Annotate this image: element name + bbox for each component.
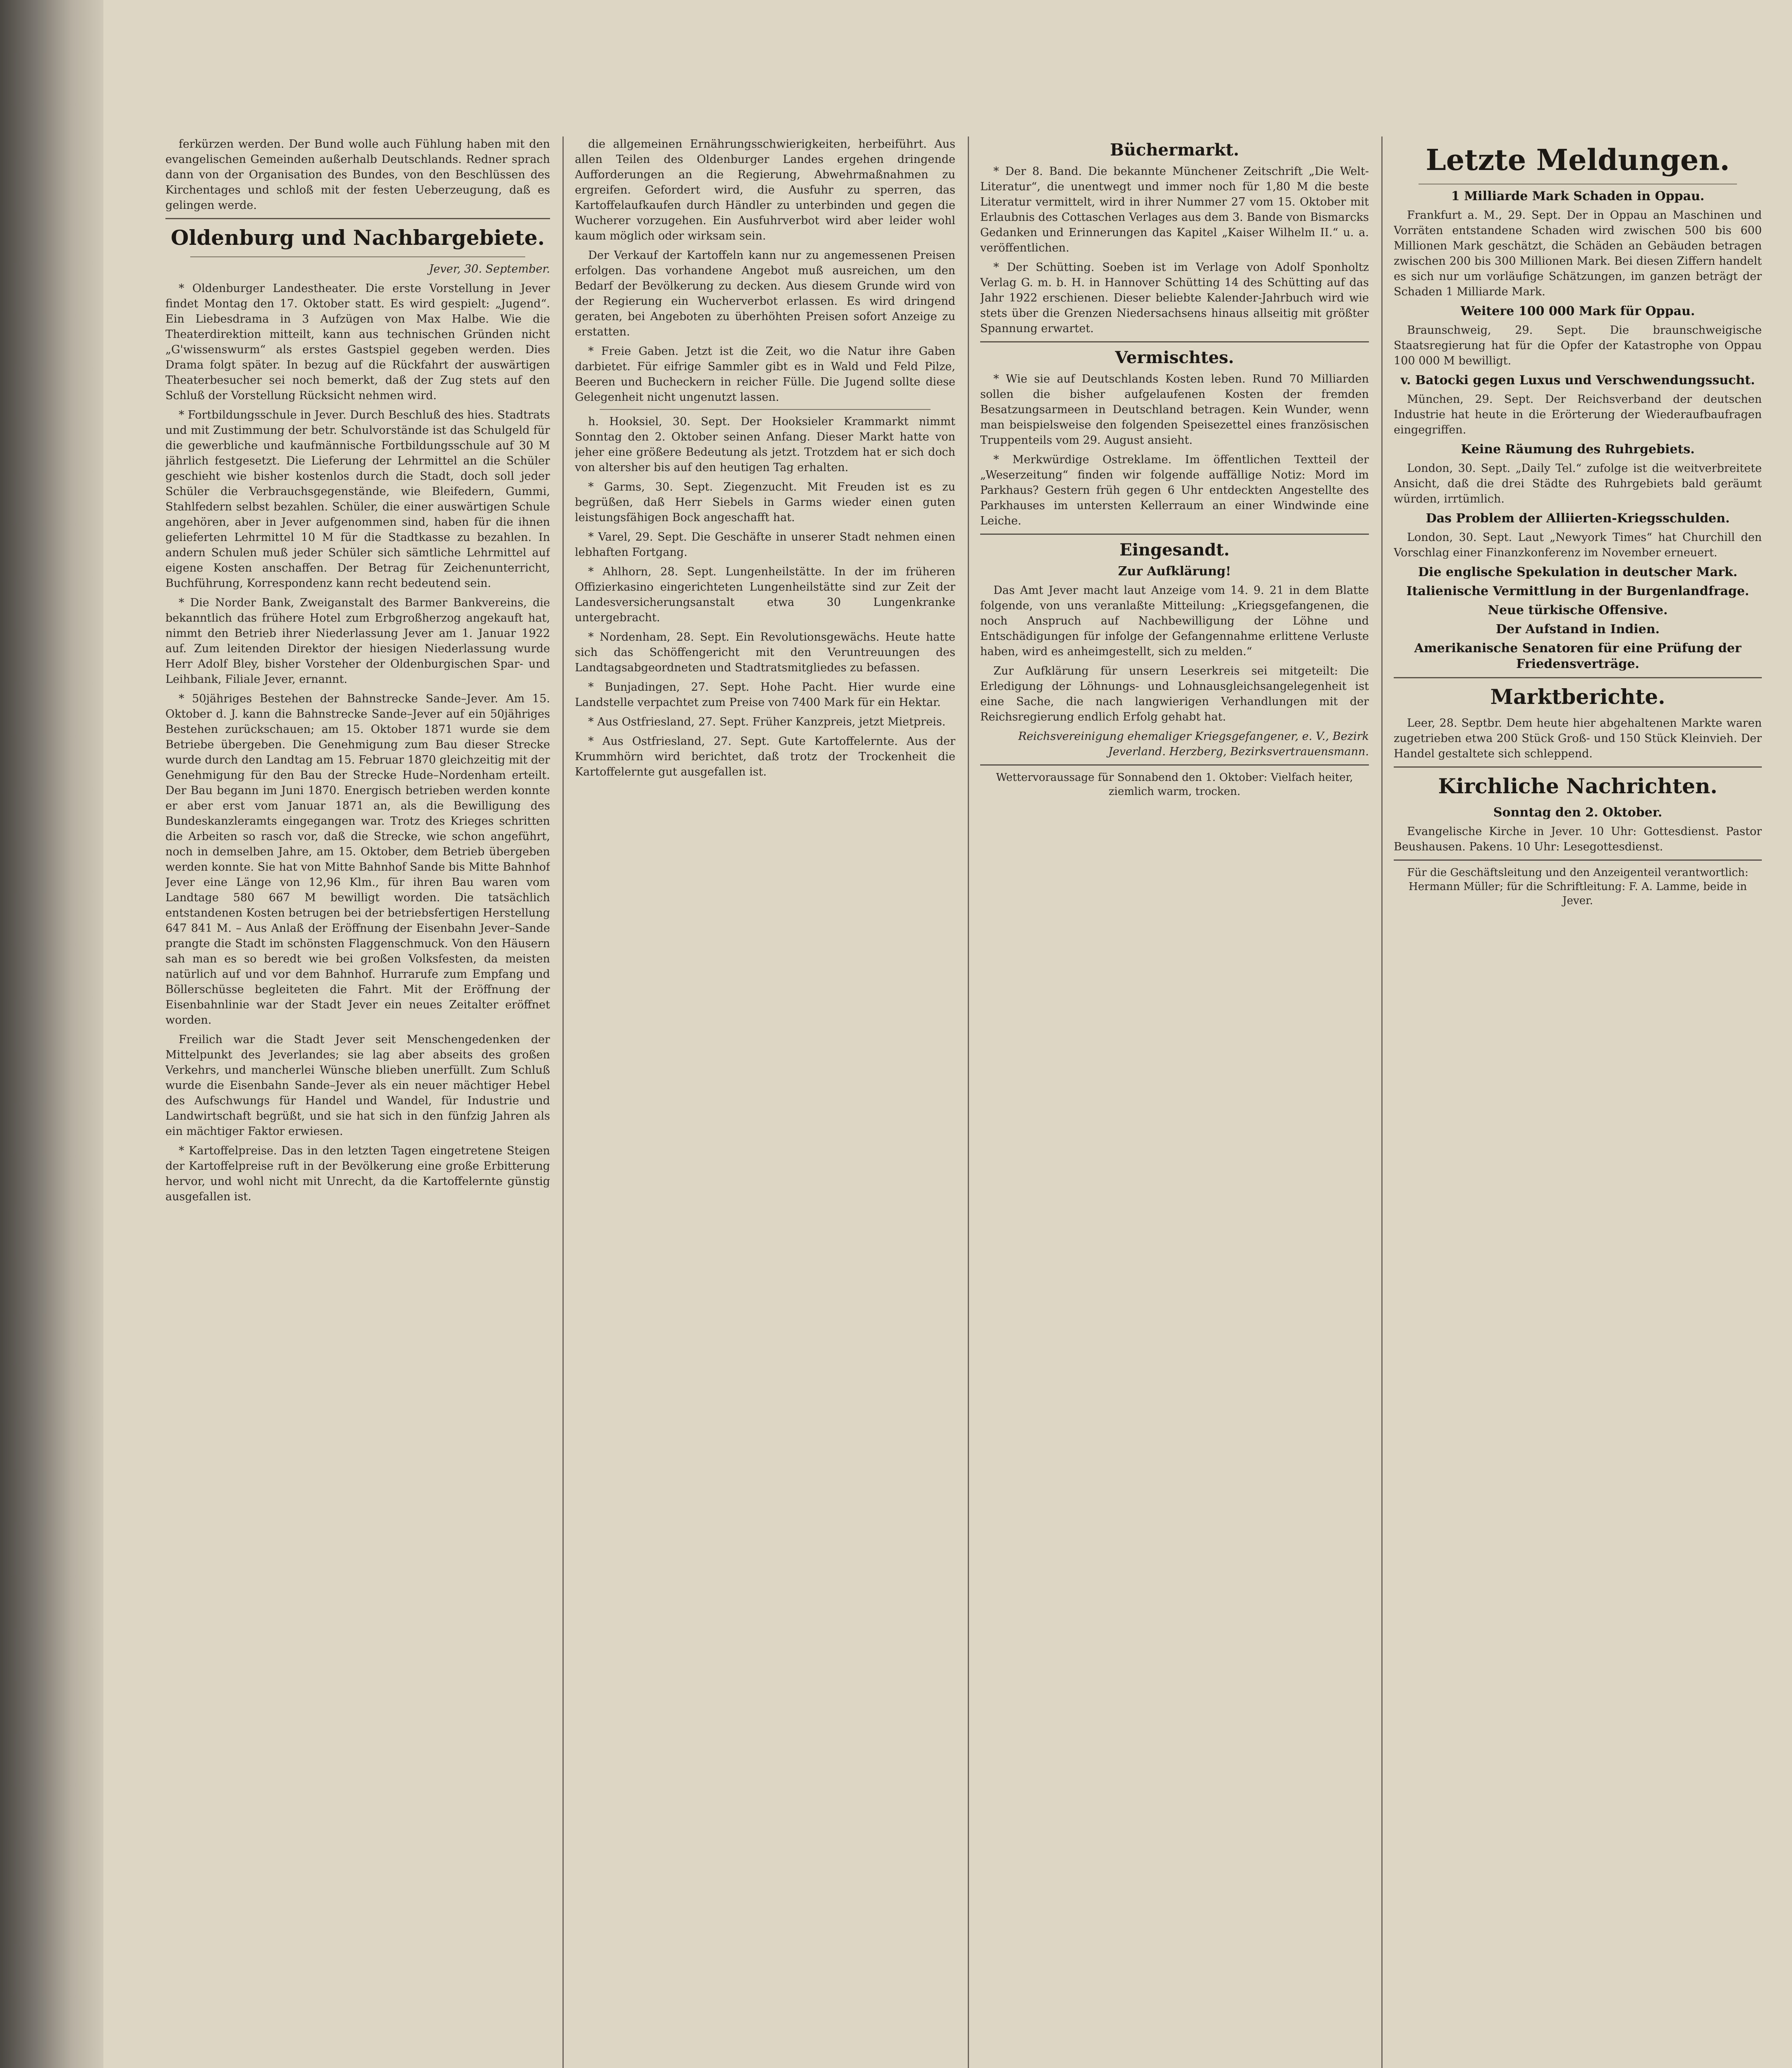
article: * Merkwürdige Ostreklame. Im öffentlichen Textteil der „Weserzeitung“ finden wir folgende auffällige Notiz: Mord im Parkhaus? Gestern früh gegen 6 Uhr entdeckten Angestellte des Parkhauses im untersten Kellerraum an einer Windwinde eine Leiche.: [980, 453, 1369, 527]
section-title-books: Büchermarkt.: [1110, 140, 1239, 160]
article: * Der 8. Band. Die bekannte Münchener Zeitschrift „Die Welt-Literatur“, die unentwegt und immer noch für 1,80 M die beste Literatur vermittelt, wird in ihrer Nummer 27 vom 15. Oktober mit Erlaubnis des Cottaschen Verlages aus dem 3. Bande von Bismarcks Gedanken und Erinnerungen das Kapitel „Kaiser Wilhelm II.“ u. a. veröffentlichen.: [980, 165, 1369, 254]
article: Das Amt Jever macht laut Anzeige vom 14. 9. 21 in dem Blatte folgende, von uns veranlaßte Mitteilung: „Kriegsgefangenen, die noch Anspruch auf Nachbewilligung der Löhne und Entschädigungen für infolge der Gefangennahme erlittene Verluste haben, wird es anheimgestellt, sich zu melden.“: [980, 584, 1369, 658]
news-headline: Weitere 100 000 Mark für Oppau.: [1460, 304, 1695, 318]
column-2: [575, 136, 955, 2068]
article: Der Verkauf der Kartoffeln kann nur zu angemessenen Preisen erfolgen. Das vorhandene Angebot muß ausreichen, um den Bedarf der Bevölkerung zu decken. Aus diesem Grunde wird von der Regierung ein Wucherverbot erlassen. Es wird dringend geraten, bei Angeboten zu überhöhten Preisen sofort Anzeige zu erstatten.: [575, 249, 955, 338]
article: * Wie sie auf Deutschlands Kosten leben. Rund 70 Milliarden sollen die bisher aufgelaufenen Kosten der fremden Besatzungsarmeen in Deutschland betragen. Kein Wunder, wenn man beispielsweise den folgenden Speisezettel eines französischen Truppenteils vom 29. August ansieht.: [980, 373, 1369, 447]
divider: [1394, 677, 1762, 678]
article: * Aus Ostfriesland, 27. Sept. Gute Kartoffelernte. Aus der Krummhörn wird berichtet, daß trotz der Trockenheit die Kartoffelernte gut ausgefallen ist.: [575, 735, 955, 778]
article: * Oldenburger Landestheater. Die erste Vorstellung in Jever findet Montag den 17. Oktober statt. Es wird gespielt: „Jugend“. Ein Liebesdrama in 3 Aufzügen von Max Halbe. Wie die Theaterdirektion mitteilt, kann aus technischen Gründen nicht „G'wissenswurm“ als erstes Gastspiel gegeben werden. Dies Drama folgt später. In bezug auf die Rückfahrt der auswärtigen Theaterbesucher sei noch bemerkt, daß der Zug stets auf den Schluß der Vorstellung Rücksicht nehmen wird.: [165, 282, 550, 402]
news-headline: Amerikanische Senatoren für eine Prüfung der Friedensverträge.: [1414, 641, 1742, 671]
column-rule: [1381, 136, 1383, 2068]
article: * Freie Gaben. Jetzt ist die Zeit, wo die Natur ihre Gaben darbietet. Für eifrige Sammler gibt es in Wald und Feld Pilze, Beeren und Bucheckern in reicher Fülle. Die Jugend sollte diese Gelegenheit nicht ungenutzt lassen.: [575, 345, 955, 404]
news-item: London, 30. Sept. Laut „Newyork Times“ hat Churchill den Vorschlag einer Finanzkonferenz im November erneuert.: [1394, 531, 1762, 559]
article: * Nordenham, 28. Sept. Ein Revolutionsgewächs. Heute hatte sich das Schöffengericht mit den Veruntreuungen des Landtagsabgeordneten und Stadtratsmitgliedes zu befassen.: [575, 631, 955, 674]
news-headline: Das Problem der Alliierten-Kriegsschulden.: [1426, 511, 1730, 526]
divider: [190, 256, 525, 257]
dateline: Jever, 30. September.: [429, 263, 550, 275]
article: * Die Norder Bank, Zweiganstalt des Barmer Bankvereins, die bekanntlich das frühere Hotel zum Erbgroßherzog angekauft hat, nimmt den Betrieb ihrer Niederlassung Jever am 1. Januar 1922 auf. Zum leitenden Direktor der hiesigen Niederlassung wurde Herr Adolf Bley, bisher Vorsteher der Oldenburgischen Spar- und Leihbank, Filiale Jever, ernannt.: [165, 596, 550, 686]
page-sheet: [165, 136, 1762, 2068]
article: * Varel, 29. Sept. Die Geschäfte in unserer Stadt nehmen einen lebhaften Fortgang.: [575, 531, 955, 559]
church-date: Sonntag den 2. Oktober.: [1493, 805, 1663, 820]
divider: [600, 409, 931, 410]
imprint: Für die Geschäftsleitung und den Anzeigenteil verantwortlich: Hermann Müller; für die Schriftleitung: F. A. Lamme, beide in Jever.: [1407, 866, 1749, 907]
intro-text: ferkürzen werden. Der Bund wolle auch Fühlung haben mit den evangelischen Gemeinden außerhalb Deutschlands. Redner sprach dann von der Organisation des Bundes, von den Beschlüssen des Kirchentages und schloß mit der festen Ueberzeugung, daß es gelingen werde.: [165, 138, 550, 212]
section-title-sent: Eingesandt.: [1119, 540, 1230, 560]
column-rule: [562, 136, 564, 2068]
news-headline: v. Batocki gegen Luxus und Verschwendungssucht.: [1400, 373, 1755, 388]
article: die allgemeinen Ernährungsschwierigkeiten, herbeiführt. Aus allen Teilen des Oldenburger Landes ergehen dringende Aufforderungen an die Regierung, Abwehrmaßnahmen zu ergreifen. Gefordert wird, die Ausfuhr zu sperren, das Kartoffelaufkaufen durch Händler zu unterbinden und gegen die Wucherer vorzugehen. Ein Ausfuhrverbot wird aber leider wohl kaum möglich oder wirksam sein.: [575, 138, 955, 242]
article: * Ahlhorn, 28. Sept. Lungenheilstätte. In der im früheren Offizierkasino eingerichteten Lungenheilstätte sind zur Zeit der Landesversicherungsanstalt etwa 30 Lungenkranke untergebracht.: [575, 565, 955, 624]
news-headline: Italienische Vermittlung in der Burgenlandfrage.: [1406, 584, 1749, 598]
book-binding: [0, 0, 103, 2068]
column-4: [1394, 136, 1762, 2068]
section-title-oldenburg: Oldenburg und Nachbargebiete.: [170, 225, 545, 250]
column-1: [165, 136, 550, 2068]
divider: [1394, 766, 1762, 768]
article: * Kartoffelpreise. Das in den letzten Tagen eingetretene Steigen der Kartoffelpreise ruft in der Bevölkerung eine große Erbitterung hervor, und wohl nicht mit Unrecht, da die Kartoffelernte günstig ausgefallen ist.: [165, 1144, 550, 1203]
subtitle-sent: Zur Aufklärung!: [1118, 564, 1231, 579]
news-item: Braunschweig, 29. Sept. Die braunschweigische Staatsregierung hat für die Opfer der Katastrophe von Oppau 100 000 M bewilligt.: [1394, 324, 1762, 367]
divider: [1394, 859, 1762, 861]
article: * Garms, 30. Sept. Ziegenzucht. Mit Freuden ist es zu begrüßen, daß Herr Siebels in Garms wieder einen guten leistungsfähigen Bock angeschafft hat.: [575, 481, 955, 524]
news-headline: Keine Räumung des Ruhrgebiets.: [1461, 442, 1695, 457]
divider: [165, 218, 550, 219]
section-title-misc: Vermischtes.: [1115, 348, 1234, 367]
article: h. Hooksiel, 30. Sept. Der Hooksieler Krammarkt nimmt Sonntag den 2. Oktober seinen Anfang. Dieser Markt hatte von jeher eine größere Bedeutung als jetzt. Trotzdem hat er sich doch von altersher bis auf den heutigen Tag erhalten.: [575, 415, 955, 474]
section-title-church: Kirchliche Nachrichten.: [1438, 774, 1718, 798]
news-item: München, 29. Sept. Der Reichsverband der deutschen Industrie hat heute in die Erörterung der Wiederaufbaufragen eingegriffen.: [1394, 393, 1762, 436]
signature: Reichsvereinigung ehemaliger Kriegsgefangener, e. V., Bezirk Jeverland. Herzberg, Bezirksvertrauensmann.: [1018, 730, 1369, 758]
news-item: Frankfurt a. M., 29. Sept. Der in Oppau an Maschinen und Vorräten entstandene Schaden wird zwischen 500 bis 600 Millionen Mark geschätzt, die Schäden an Gebäuden betragen zwischen 200 bis 300 Millionen Mark. Bei diesen Ziffern handelt es sich nur um vorläufige Schätzungen, im ganzen beträgt der Schaden 1 Milliarde Mark.: [1394, 209, 1762, 298]
column-3: [980, 136, 1369, 2068]
section-title-market: Marktberichte.: [1490, 685, 1665, 709]
column-rule: [968, 136, 969, 2068]
article: * Fortbildungsschule in Jever. Durch Beschluß des hies. Stadtrats und mit Zustimmung der betr. Schulvorstände ist das Schulgeld für die gewerbliche und kaufmännische Fortbildungsschule auf 30 M jährlich festgesetzt. Die Lieferung der Lehrmittel an die Schüler geschieht wie bisher kostenlos durch die Stadt, doch soll jeder Schüler die Verbrauchsgegenstände, wie Bleifedern, Gummi, Stahlfedern selbst bezahlen. Schüler, die einer auswärtigen Schule angehören, aber in Jever aufgenommen sind, haben für die ihnen gelieferten Lehrmittel 10 M für die Stadtkasse zu bezahlen. In andern Schulen muß jeder Schüler sich sämtliche Lehrmittel auf eigene Kosten anschaffen. Der Betrag für Zeichenunterricht, Buchführung, Korrespondenz kann recht bedeutend sein.: [165, 409, 550, 590]
church-notice: Evangelische Kirche in Jever. 10 Uhr: Gottesdienst. Pastor Beushausen. Pakens. 10 Uhr: Lesegottesdienst.: [1394, 825, 1762, 853]
newspaper-page: [103, 0, 1792, 2068]
news-headline: 1 Milliarde Mark Schaden in Oppau.: [1451, 189, 1705, 203]
article: * Bunjadingen, 27. Sept. Hohe Pacht. Hier wurde eine Landstelle verpachtet zum Preise von 7400 Mark für ein Hektar.: [575, 681, 955, 709]
divider: [980, 341, 1369, 342]
divider: [980, 534, 1369, 535]
news-headline: Die englische Spekulation in deutscher Mark.: [1418, 565, 1738, 579]
news-item: London, 30. Sept. „Daily Tel.“ zufolge ist die weitverbreitete Ansicht, daß die drei Städte des Ruhrgebiets bald geräumt würden, irrtümlich.: [1394, 462, 1762, 505]
news-headline: Neue türkische Offensive.: [1488, 603, 1668, 618]
article: Freilich war die Stadt Jever seit Menschengedenken der Mittelpunkt des Jeverlandes; sie lag aber abseits des großen Verkehrs, und mancherlei Wünsche blieben unerfüllt. Zum Schluß wurde die Eisenbahn Sande–Jever als ein neuer mächtiger Hebel des Aufschwungs für Handel und Wandel, für Industrie und Landwirtschaft begrüßt, und sie hat sich in den fünfzig Jahren als ein mächtiger Faktor erwiesen.: [165, 1033, 550, 1138]
news-headline: Der Aufstand in Indien.: [1496, 622, 1660, 637]
article: * Aus Ostfriesland, 27. Sept. Früher Kanzpreis, jetzt Mietpreis.: [588, 716, 946, 728]
divider: [980, 764, 1369, 766]
article: * 50jähriges Bestehen der Bahnstrecke Sande–Jever. Am 15. Oktober d. J. kann die Bahnstrecke Sande–Jever auf ein 50jähriges Bestehen zurückschauen; am 15. Oktober 1871 wurde sie dem Betriebe übergeben. Die Genehmigung zum Bau dieser Strecke wurde durch den Landtag am 15. Februar 1870 gleichzeitig mit der Genehmigung für den Bau der Strecke Hude–Nordenham erteilt. Der Bau begann im Juni 1870. Energisch betrieben werden konnte er aber erst vom Januar 1871 an, als die Bewilligung des Bundeskanzleramts eingegangen war. Trotz des Krieges schritten die Arbeiten so rasch vor, daß die Strecke, wie schon angeführt, noch in demselben Jahre, am 15. Oktober, dem Betrieb übergeben werden konnte. Sie hat von Mitte Bahnhof Sande bis Mitte Bahnhof Jever eine Länge von 12,96 Klm., für ihren Bau waren vom Landtage 580 667 M bewilligt worden. Die tatsächlich entstandenen Kosten betrugen bei der betriebsfertigen Herstellung 647 841 M. – Aus Anlaß der Eröffnung der Eisenbahn Jever–Sande prangte die Stadt im schönsten Flaggenschmuck. Von den Häusern sah man es so beredt wie bei großen Volksfesten, da meisten natürlich auf und vor dem Bahnhof. Hurrarufe zum Empfang und Böllerschüsse begleiteten die Fahrt. Mit der Eröffnung der Eisenbahnlinie war der Stadt Jever ein neues Zeitalter eröffnet worden.: [165, 692, 550, 1027]
market-report: Leer, 28. Septbr. Dem heute hier abgehaltenen Markte waren zugetrieben etwa 200 Stück Groß- und 150 Stück Kleinvieh. Der Handel gestaltete sich schleppend.: [1394, 717, 1762, 760]
article: * Der Schütting. Soeben ist im Verlage von Adolf Sponholtz Verlag G. m. b. H. in Hannover Schütting 14 des Schütting auf das Jahr 1922 erschienen. Dieser beliebte Kalender-Jahrbuch wird wie stets über die Grenzen Niedersachsens hinaus allseitig mit größter Spannung erwartet.: [980, 261, 1369, 335]
article: Zur Aufklärung für unsern Leserkreis sei mitgeteilt: Die Erledigung der Löhnungs- und Lohnausgleichsangelegenheit ist eine Sache, die nach langwierigen Verhandlungen mit der Reichsregierung endlich Erfolg gehabt hat.: [980, 665, 1369, 723]
section-title-news: Letzte Meldungen.: [1426, 143, 1730, 177]
weather-forecast: Wettervoraussage für Sonnabend den 1. Oktober: Vielfach heiter, ziemlich warm, trocken.: [996, 771, 1353, 798]
